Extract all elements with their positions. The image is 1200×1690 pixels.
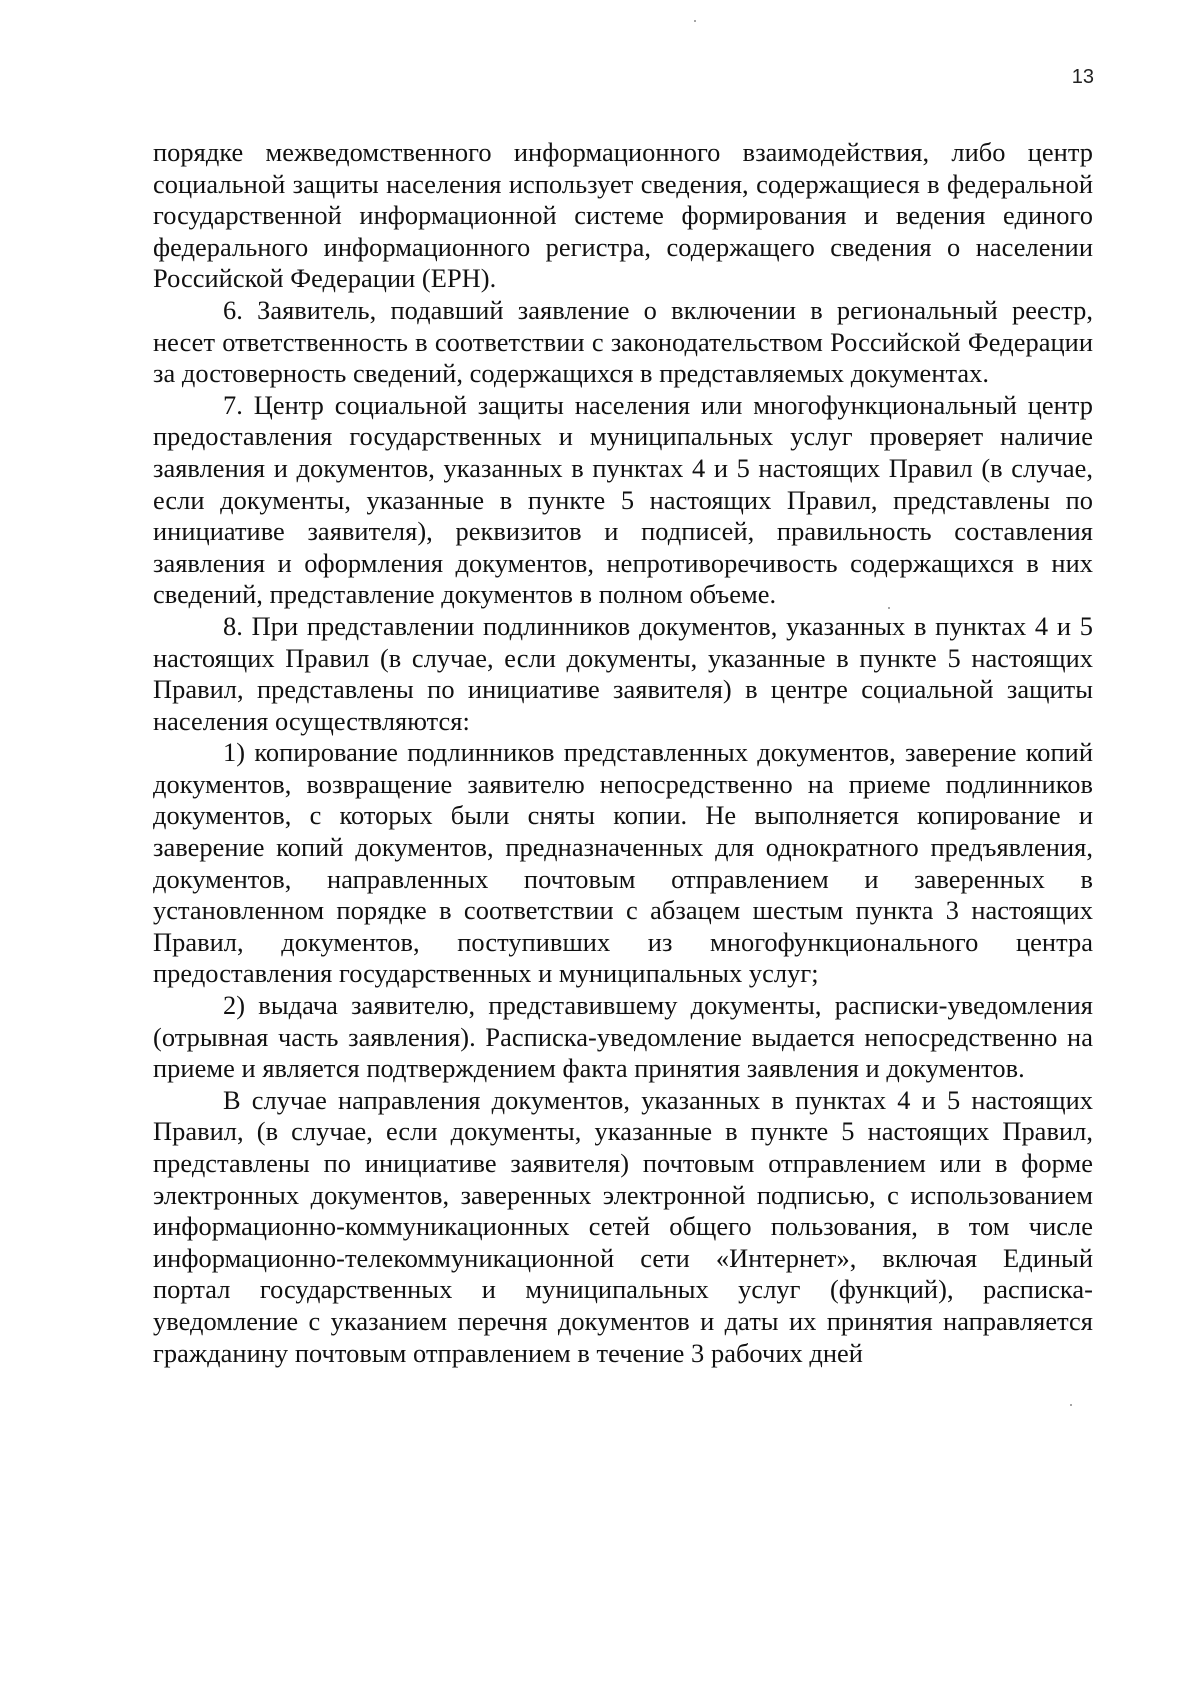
paragraph-mail-submission: В случае направления документов, указанных в пунктах 4 и 5 настоящих Правил, (в случае, если документы, указанные в пункте 5 настоящих Правил, представлены по инициативе заявителя) почтовым отправлением или в форме электронных документов, заверенных электронной подписью, с использованием информационно-коммуникационных сетей общего пользования, в том числе информационно-телекоммуникационной сети «Интернет», включая Единый портал государственных и муниципальных услуг (функций), расписка-уведомление с указанием перечня документов и даты их принятия направляется гражданину почтовым отправлением в течение 3 рабочих дней — [153, 1084, 1093, 1368]
scan-speck — [694, 20, 696, 22]
scan-speck — [888, 607, 890, 609]
paragraph-item-7: 7. Центр социальной защиты населения или многофункциональный центр предоставления государственных и муниципальных услуг проверяет наличие заявления и документов, указанных в пунктах 4 и 5 настоящих Правил (в случае, если документы, указанные в пункте 5 настоящих Правил, представлены по инициативе заявителя), реквизитов и подписей, правильность составления заявления и оформления документов, непротиворечивость содержащихся в них сведений, представление документов в полном объеме. — [153, 389, 1093, 610]
document-body — [153, 137, 1093, 1369]
paragraph-subitem-1: 1) копирование подлинников представленных документов, заверение копий документов, возвращение заявителю непосредственно на приеме подлинников документов, с которых были сняты копии. Не выполняется копирование и заверение копий документов, предназначенных для однократного предъявления, документов, направленных почтовым отправлением и заверенных в установленном порядке в соответствии с абзацем шестым пункта 3 настоящих Правил, документов, поступивших из многофункционального центра предоставления государственных и муниципальных услуг; — [153, 737, 1093, 989]
page-number: 13 — [1071, 66, 1094, 88]
paragraph-continuation: порядке межведомственного информационного взаимодействия, либо центр социальной защиты населения использует сведения, содержащиеся в федеральной государственной информационной системе формирования и ведения единого федерального информационного регистра, содержащего сведения о населении Российской Федерации (ЕРН). — [153, 137, 1093, 294]
paragraph-item-6: 6. Заявитель, подавший заявление о включении в региональный реестр, несет ответственность в соответствии с законодательством Российской Федерации за достоверность сведений, содержащихся в представляемых документах. — [153, 294, 1093, 389]
paragraph-item-8: 8. При представлении подлинников документов, указанных в пунктах 4 и 5 настоящих Правил (в случае, если документы, указанные в пункте 5 настоящих Правил, представлены по инициативе заявителя) в центре социальной защиты населения осуществляются: — [153, 610, 1093, 736]
paragraph-subitem-2: 2) выдача заявителю, представившему документы, расписки-уведомления (отрывная часть заявления). Расписка-уведомление выдается непосредственно на приеме и является подтверждением факта принятия заявления и документов. — [153, 990, 1093, 1084]
scan-speck — [1070, 1404, 1072, 1406]
